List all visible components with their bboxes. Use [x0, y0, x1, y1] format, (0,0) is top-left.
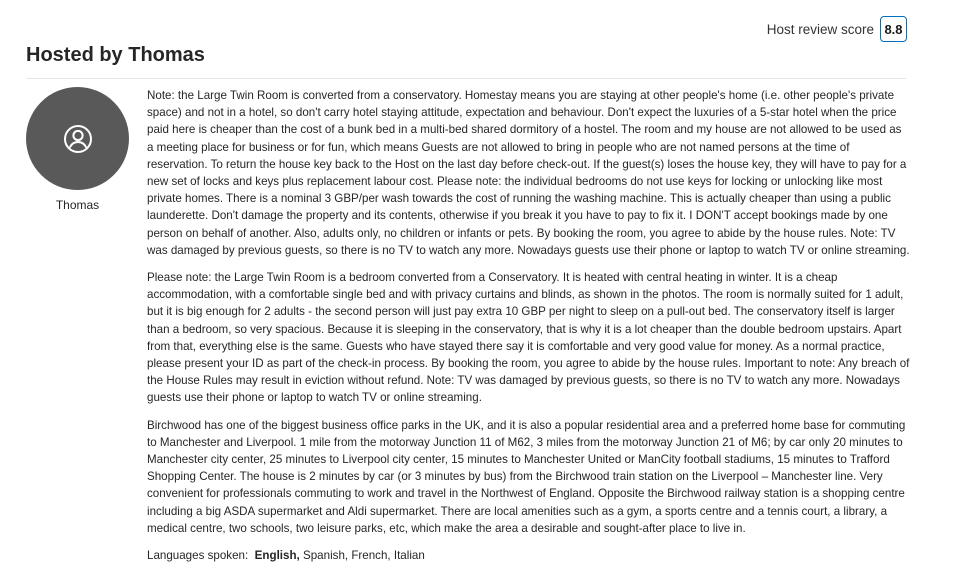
description-paragraph: Birchwood has one of the biggest business office parks in the UK, and it is also a popular residential area and a preferred home base for commuting to Manchester and Liverpool. 1 mile from the motorway Junction 11 of M62, 3 miles from the motorway Junction 21 of M6; by car only 20 minutes to Manchester city center, 25 minutes to Liverpool city center, 15 minutes to Manchester United or ManCity football stadiums, 15 minutes to Trafford Shopping Center. The house is 2 minutes by car (or 3 minutes by bus) from the Birchwood train station on the Liverpool – Manchester line. Very convenient for professionals commuting to work and travel in the Northwest of England. Opposite the Birchwood railway station is a shopping centre including a big ASDA supermarket and Aldi supermarket. There are local amenities such as a gym, a sports centre and a tennis court, a library, a medical centre, two schools, two leisure parks, etc, which make the area a desirable and sought-after place to live in. — [147, 418, 906, 535]
review-score-badge: 8.8 — [880, 16, 907, 42]
languages-label: Languages spoken: — [147, 549, 249, 563]
host-review-score — [767, 16, 907, 42]
description-paragraph: Note: the Large Twin Room is converted from a conservatory. Homestay means you are staying at other people's home (i.e. other people's private space) and not in a hotel, so don't carry hotel staying attitude, expectation and behaviour. Don't expect the luxuries of a 5-star hotel when the price paid here is cheaper than the cost of a bunk bed in a multi-bed shared dormitory of a hostel. The room and my house are not allowed to be used as a meeting place for business or for fun, which means Guests are not allowed to bring in people who are not named persons at the time of reservation. To return the house key back to the Host on the last day before check-out. If the guest(s) loses the house key, they will have to pay for a new set of locks and keys plus replacement labour cost. Please note: the individual bedrooms do not use keys for locking or unlocking like most private homes. There is a nominal 3 GBP/per wash towards the cost of running the washing machine. This is actually cheaper than using a public launderette. Don't damage the property and its contents, otherwise if you break it you have to pay to fix it. I DON'T accept bookings made by one person on behalf of another. Also, adults only, no children or infants or pets. By booking the room, you agree to abide by the house rules. Note: TV was damaged by previous guests, so there is no TV to watch any more. Nowadays guests use their phone or laptop to watch TV or online streaming. — [147, 89, 910, 257]
divider — [26, 78, 906, 79]
review-score-label: Host review score — [766, 21, 874, 37]
avatar — [26, 87, 129, 190]
language-others: Spanish, French, Italian — [303, 549, 425, 563]
page-title: Hosted by Thomas — [26, 44, 205, 66]
languages-spoken — [147, 547, 910, 564]
user-icon — [63, 124, 93, 154]
language-primary: English, — [254, 549, 300, 563]
host-name: Thomas — [55, 198, 100, 212]
host-profile — [26, 87, 129, 212]
description-paragraph: Please note: the Large Twin Room is a bedroom converted from a Conservatory. It is heated with central heating in winter. It is a cheap accommodation, with a comfortable single bed and with privacy curtains and blinds, as shown in the photos. The room is normally suited for 1 adult, but it is big enough for 2 adults - the second person will just pay extra 10 GBP per night to sleep on a pull-out bed. The conservatory itself is larger than a bedroom, so very spacious. Because it is sleeping in the conservatory, that is why it is a lot cheaper than the double bedroom upstairs. Apart from that, everything else is the same. Guests who have stayed there say it is comfortable and very good value for money. As a normal practice, please present your ID as part of the check-in process. By booking the room, you agree to abide by the house rules. Important to note: Any breach of the House Rules may result in eviction without refund. Note: TV was damaged by previous guests, so there is no TV to watch any more. Nowadays guests use their phone or laptop to watch TV or online streaming. — [147, 271, 910, 405]
host-description — [147, 87, 910, 564]
